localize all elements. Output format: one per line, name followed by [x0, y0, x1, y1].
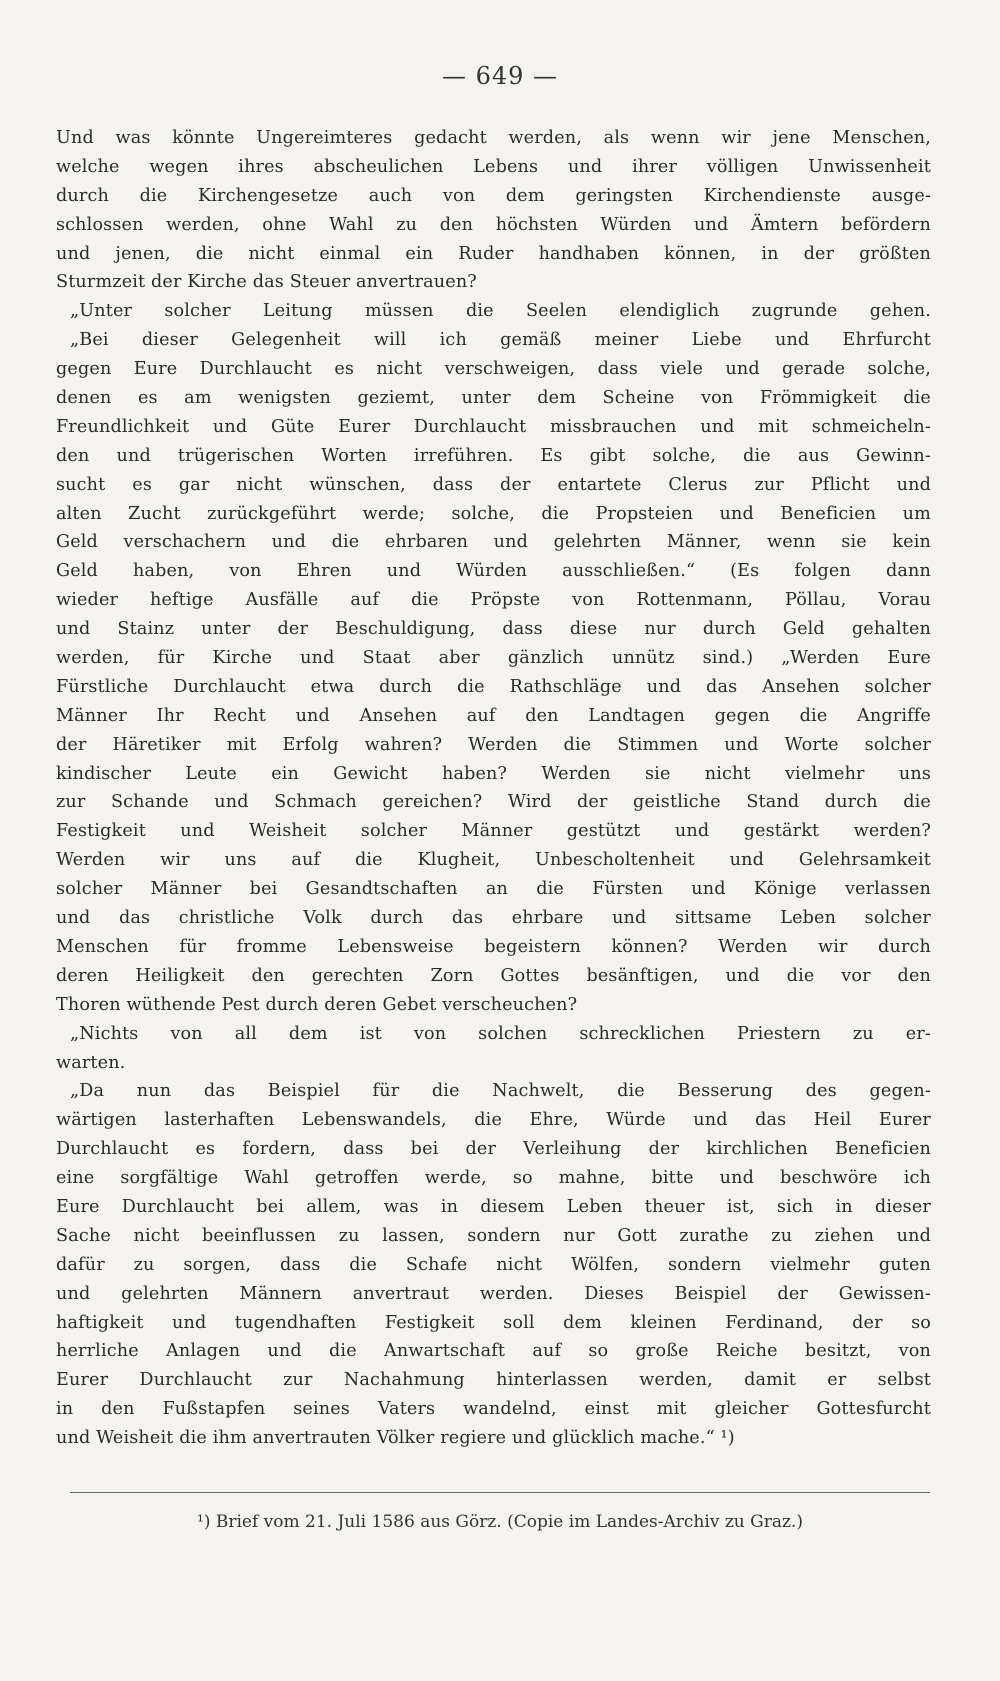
text-line: Werden wir uns auf die Klugheit, Unbescholtenheit und Gelehrsamkeit — [56, 850, 931, 871]
text-line: Fürstliche Durchlaucht etwa durch die Rathschläge und das Ansehen solcher — [56, 676, 931, 697]
text-line: Eurer Durchlaucht zur Nachahmung hinterlassen werden, damit er selbst — [56, 1370, 931, 1391]
text-line: Männer Ihr Recht und Ansehen auf den Landtagen gegen die Angriffe — [56, 705, 931, 726]
text-line: schlossen werden, ohne Wahl zu den höchsten Würden und Ämtern befördern — [56, 214, 931, 235]
text-line: und jenen, die nicht einmal ein Ruder handhaben können, in der größten — [56, 243, 931, 264]
text-line: und gelehrten Männern anvertraut werden. Dieses Beispiel der Gewissen- — [56, 1283, 931, 1304]
text-line: und Weisheit die ihm anvertrauten Völker regiere und glücklich mache.“ ¹) — [56, 1428, 735, 1449]
page-number: — 649 — — [441, 62, 559, 90]
text-line: Geld haben, von Ehren und Würden ausschließen.“ (Es folgen dann — [56, 561, 931, 582]
text-line: „Nichts von all dem ist von solchen schrecklichen Priestern zu er- — [70, 1023, 931, 1044]
text-line: „Da nun das Beispiel für die Nachwelt, die Besserung des gegen- — [70, 1081, 931, 1102]
text-line: deren Heiligkeit den gerechten Zorn Gottes besänftigen, und die vor den — [56, 965, 931, 986]
text-line: wieder heftige Ausfälle auf die Pröpste von Rottenmann, Pöllau, Vorau — [56, 590, 931, 611]
text-line: Sturmzeit der Kirche das Steuer anvertrauen? — [56, 272, 477, 293]
text-line: sucht es gar nicht wünschen, dass der entartete Clerus zur Pflicht und — [56, 474, 931, 495]
text-line: Festigkeit und Weisheit solcher Männer gestützt und gestärkt werden? — [56, 821, 931, 842]
text-line: wärtigen lasterhaften Lebenswandels, die Ehre, Würde und das Heil Eurer — [56, 1110, 931, 1131]
text-line: gegen Eure Durchlaucht es nicht verschweigen, dass viele und gerade solche, — [56, 359, 931, 380]
text-line: Menschen für fromme Lebensweise begeistern können? Werden wir durch — [56, 936, 931, 957]
text-line: Thoren wüthende Pest durch deren Gebet verscheuchen? — [56, 994, 578, 1015]
footnote: ¹) Brief vom 21. Juli 1586 aus Görz. (Copie im Landes-Archiv zu Graz.) — [197, 1512, 803, 1532]
text-line: haftigkeit und tugendhaften Festigkeit soll dem kleinen Ferdinand, der so — [56, 1312, 931, 1333]
text-line: eine sorgfältige Wahl getroffen werde, so mahne, bitte und beschwöre ich — [56, 1168, 931, 1189]
text-line: in den Fußstapfen seines Vaters wandelnd, einst mit gleicher Gottesfurcht — [56, 1399, 931, 1420]
text-line: Freundlichkeit und Güte Eurer Durchlaucht missbrauchen und mit schmeicheln- — [56, 416, 931, 437]
body-text — [56, 124, 931, 1453]
text-line: solcher Männer bei Gesandtschaften an die Fürsten und Könige verlassen — [56, 879, 931, 900]
text-line: der Häretiker mit Erfolg wahren? Werden die Stimmen und Worte solcher — [56, 734, 931, 755]
footnote-divider — [70, 1492, 930, 1493]
text-line: denen es am wenigsten geziemt, unter dem Scheine von Frömmigkeit die — [56, 388, 931, 409]
text-line: und Stainz unter der Beschuldigung, dass diese nur durch Geld gehalten — [56, 619, 931, 640]
text-line: dafür zu sorgen, dass die Schafe nicht Wölfen, sondern vielmehr guten — [56, 1254, 931, 1275]
text-line: werden, für Kirche und Staat aber gänzlich unnütz sind.) „Werden Eure — [56, 648, 931, 669]
text-line: alten Zucht zurückgeführt werde; solche, die Propsteien und Beneficien um — [56, 503, 931, 524]
text-line: zur Schande und Schmach gereichen? Wird der geistliche Stand durch die — [56, 792, 931, 813]
text-line: kindischer Leute ein Gewicht haben? Werden sie nicht vielmehr uns — [56, 763, 931, 784]
text-line: Durchlaucht es fordern, dass bei der Verleihung der kirchlichen Beneficien — [56, 1139, 931, 1160]
text-line: Und was könnte Ungereimteres gedacht werden, als wenn wir jene Menschen, — [56, 128, 931, 148]
text-line: Eure Durchlaucht bei allem, was in diesem Leben theuer ist, sich in dieser — [56, 1196, 931, 1217]
text-line: herrliche Anlagen und die Anwartschaft auf so große Reiche besitzt, von — [56, 1341, 931, 1362]
text-line: Sache nicht beeinflussen zu lassen, sondern nur Gott zurathe zu ziehen und — [56, 1225, 931, 1246]
text-line: welche wegen ihres abscheulichen Lebens und ihrer völligen Unwissenheit — [56, 156, 931, 177]
text-line: den und trügerischen Worten irreführen. Es gibt solche, die aus Gewinn- — [56, 445, 931, 466]
text-line: „Unter solcher Leitung müssen die Seelen elendiglich zugrunde gehen. — [70, 301, 931, 322]
text-line: warten. — [56, 1052, 126, 1073]
text-line: Geld verschachern und die ehrbaren und gelehrten Männer, wenn sie kein — [56, 532, 931, 553]
text-line: durch die Kirchengesetze auch von dem geringsten Kirchendienste ausge- — [56, 185, 931, 206]
text-line: und das christliche Volk durch das ehrbare und sittsame Leben solcher — [56, 908, 931, 929]
text-line: „Bei dieser Gelegenheit will ich gemäß meiner Liebe und Ehrfurcht — [70, 330, 931, 351]
